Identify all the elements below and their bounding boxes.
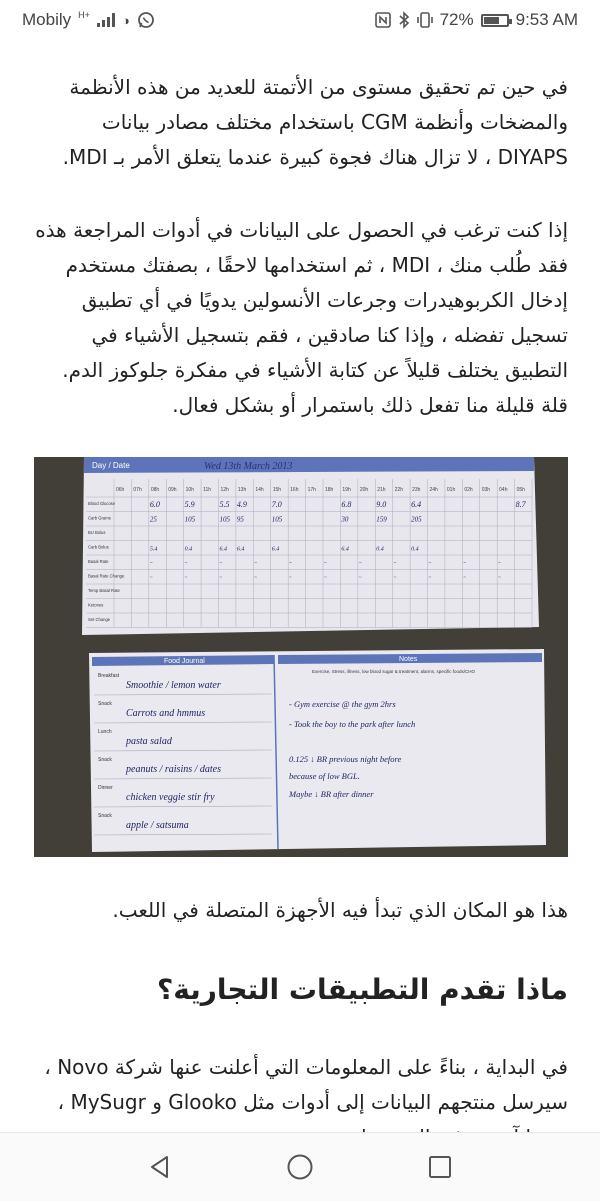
hour-label: 07h (133, 487, 142, 493)
meal-entry: apple / satsuma (126, 820, 189, 831)
carb-value: 95 (236, 515, 244, 524)
row-label: Ketones (88, 602, 104, 608)
handwritten-mark: ~ (358, 575, 362, 581)
bolus-value: 6.4 (271, 546, 280, 553)
vibrate-icon (417, 11, 433, 29)
meal-entry: chicken veggie stir fry (126, 792, 215, 803)
note-entry: - Gym exercise @ the gym 2hrs (289, 699, 396, 709)
glucose-value: 9.0 (376, 500, 387, 509)
data-saver-icon: ◑ (121, 12, 130, 28)
handwritten-mark: ~ (219, 575, 223, 581)
hour-label: 06h (116, 487, 125, 493)
bluetooth-icon (398, 11, 410, 29)
meal-entry: pasta salad (126, 736, 172, 747)
hour-label: 14h (255, 487, 264, 493)
handwritten-mark: ~ (254, 575, 258, 581)
handwritten-mark: ~ (254, 561, 258, 566)
handwritten-mark: ~ (184, 561, 188, 566)
recents-button[interactable] (420, 1147, 460, 1187)
hour-label: 01h (446, 487, 456, 493)
hour-label: 15h (272, 487, 282, 493)
hour-label: 04h (499, 487, 508, 493)
hour-label: 08h (150, 487, 160, 493)
handwritten-mark: ~ (149, 561, 153, 566)
glucose-value: 6.4 (411, 500, 422, 509)
hour-label: 22h (394, 487, 404, 493)
carb-value: 105 (271, 515, 283, 524)
note-entry: 0.125 ↓ BR previous night before (289, 754, 402, 764)
handwritten-mark: ~ (498, 575, 501, 581)
handwritten-mark: ~ (393, 561, 397, 566)
handwritten-mark: ~ (428, 561, 432, 566)
note-entry: Maybe ↓ BR after dinner (289, 789, 374, 799)
row-label: BU Bolus (88, 530, 106, 535)
hour-label: 20h (359, 487, 369, 493)
glucose-value: 6.0 (149, 500, 160, 509)
carb-value: 30 (341, 515, 349, 524)
bolus-value: 6.4 (219, 546, 227, 553)
food-journal-title: Food Journal (164, 658, 205, 665)
carb-value: 105 (184, 515, 196, 524)
bolus-value: 0.4 (376, 546, 384, 553)
carb-value: 105 (219, 515, 230, 524)
meal-entry: Carrots and hmmus (126, 708, 206, 719)
meal-entry: Smoothie / lemon water (126, 680, 221, 691)
hour-label: 10h (185, 487, 195, 493)
carb-value: 25 (149, 515, 157, 524)
diary-date: Wed 13th March 2013 (204, 461, 293, 472)
handwritten-mark: ~ (428, 575, 432, 581)
recents-icon (427, 1154, 453, 1180)
bolus-value: 6.4 (236, 546, 245, 553)
hour-label: 23h (412, 487, 421, 493)
glucose-value: 8.7 (515, 500, 526, 509)
handwritten-mark: ~ (289, 575, 292, 581)
glucose-diary-photo (34, 457, 568, 857)
bolus-value: 6.4 (341, 546, 349, 553)
handwritten-mark: ~ (498, 561, 501, 566)
hour-label: 03h (481, 487, 491, 493)
status-bar-left (22, 10, 155, 30)
bolus-value: 5.4 (149, 546, 158, 553)
row-label: Set Change (88, 617, 111, 622)
back-button[interactable] (140, 1147, 180, 1187)
hour-label: 21h (377, 487, 386, 493)
notes-subtitle: Exercise, Stress, illness, low blood sugar & treatment, alarms, specific foods/CHO (312, 669, 476, 674)
handwritten-mark: ~ (184, 575, 188, 581)
handwritten-mark: ~ (289, 561, 292, 566)
hour-label: 05h (516, 487, 525, 493)
handwritten-mark: ~ (463, 575, 467, 581)
note-entry: - Took the boy to the park after lunch (289, 719, 416, 729)
navigation-bar (0, 1132, 600, 1201)
row-label: Basal Rate (88, 559, 109, 564)
status-bar (0, 0, 600, 40)
hour-label: 09h (168, 487, 177, 493)
row-label: Blood Glucose (88, 501, 116, 506)
note-entry: because of low BGL. (289, 771, 360, 781)
notes-title: Notes (399, 656, 418, 663)
nfc-icon (375, 12, 391, 28)
handwritten-mark: ~ (463, 561, 467, 566)
glucose-value: 4.9 (236, 500, 247, 509)
battery-icon (481, 14, 509, 27)
glucose-value: 5.9 (184, 500, 195, 509)
diary-photo-svg (34, 457, 568, 857)
carrier-name: Mobily (22, 10, 72, 29)
network-type: H+ (78, 10, 90, 20)
hour-label: 17h (307, 487, 316, 493)
carb-value: 159 (376, 515, 387, 524)
battery-percent: 72% (439, 10, 474, 29)
meal-label: Snack (98, 757, 112, 763)
hour-label: 13h (237, 487, 247, 493)
hour-label: 19h (342, 487, 351, 493)
bolus-value: 0.4 (411, 546, 419, 553)
meal-entry: peanuts / raisins / dates (126, 764, 222, 775)
glucose-value: 5.5 (219, 500, 230, 509)
hour-label: 16h (290, 487, 299, 493)
meal-label: Dinner (98, 785, 113, 791)
status-bar-right (375, 10, 578, 30)
handwritten-mark: ~ (324, 575, 327, 581)
row-label: Basal Rate Change (88, 573, 125, 579)
handwritten-mark: ~ (358, 561, 362, 566)
bolus-value: 0.4 (184, 546, 193, 553)
home-button[interactable] (280, 1147, 320, 1187)
carb-value: 205 (411, 515, 422, 524)
handwritten-mark: ~ (393, 575, 397, 581)
clock: 9:53 AM (515, 10, 578, 29)
glucose-value: 7.0 (271, 500, 282, 509)
hour-label: 02h (464, 487, 473, 493)
glucose-value: 6.8 (341, 500, 352, 509)
back-icon (147, 1154, 173, 1180)
row-label: Carb Grams (88, 515, 111, 521)
handwritten-mark: ~ (219, 561, 223, 566)
handwritten-mark: ~ (324, 561, 327, 566)
paragraph-3: هذا هو المكان الذي تبدأ فيه الأجهزة المتصلة في اللعب. (112, 898, 568, 922)
section-heading: ماذا تقدم التطبيقات التجارية؟ (157, 973, 568, 1006)
article-content (0, 40, 600, 1132)
meal-label: Snack (98, 701, 112, 707)
meal-label: Breakfast (98, 673, 120, 679)
whatsapp-icon (137, 11, 155, 29)
paragraph-1: في حين تم تحقيق مستوى من الأتمتة للعديد من هذه الأنظمة والمضخات وأنظمة CGM باستخدام مختلف مصادر بيانات DIYAPS ، لا تزال هناك فجوة كبيرة عندما يتعلق الأمر بـ MDI. (62, 75, 568, 169)
row-label: Temp Basal Rate (88, 588, 120, 593)
hour-label: 18h (325, 487, 334, 493)
paragraph-2: إذا كنت ترغب في الحصول على البيانات في أدوات المراجعة هذه فقد طُلب منك ، MDI ، ثم استخدامها لاحقًا ، بصفتك مستخدم إدخال الكربوهيدرات وجرعات الأنسولين يدويًا في أي تطبيق تسجيل تفضله ، وإذا كنا صادقين ، فقم بتسجيل الأشياء في التطبيق يختلف قليلاً عن كتابة الأشياء في مفكرة جلوكوز الدم. قلة قليلة منا تفعل ذلك باستمرار أو بشكل فعال. (35, 218, 568, 417)
row-label: Carb Bolus (88, 544, 109, 550)
meal-label: Snack (98, 813, 112, 819)
hour-label: 11h (203, 487, 212, 493)
paragraph-4: في البداية ، بناءً على المعلومات التي أعلنت عنها شركة Novo ، سيرسل منتجهم البيانات إلى أدوات مثل Glooko و MySugr ، (44, 1055, 568, 1114)
diary-header-label: Day / Date (92, 461, 130, 470)
handwritten-mark: ~ (149, 575, 153, 581)
signal-icon (97, 13, 115, 27)
hour-label: 12h (220, 487, 229, 493)
hour-label: 24h (429, 487, 438, 493)
meal-label: Lunch (98, 729, 112, 735)
home-icon (286, 1153, 314, 1181)
